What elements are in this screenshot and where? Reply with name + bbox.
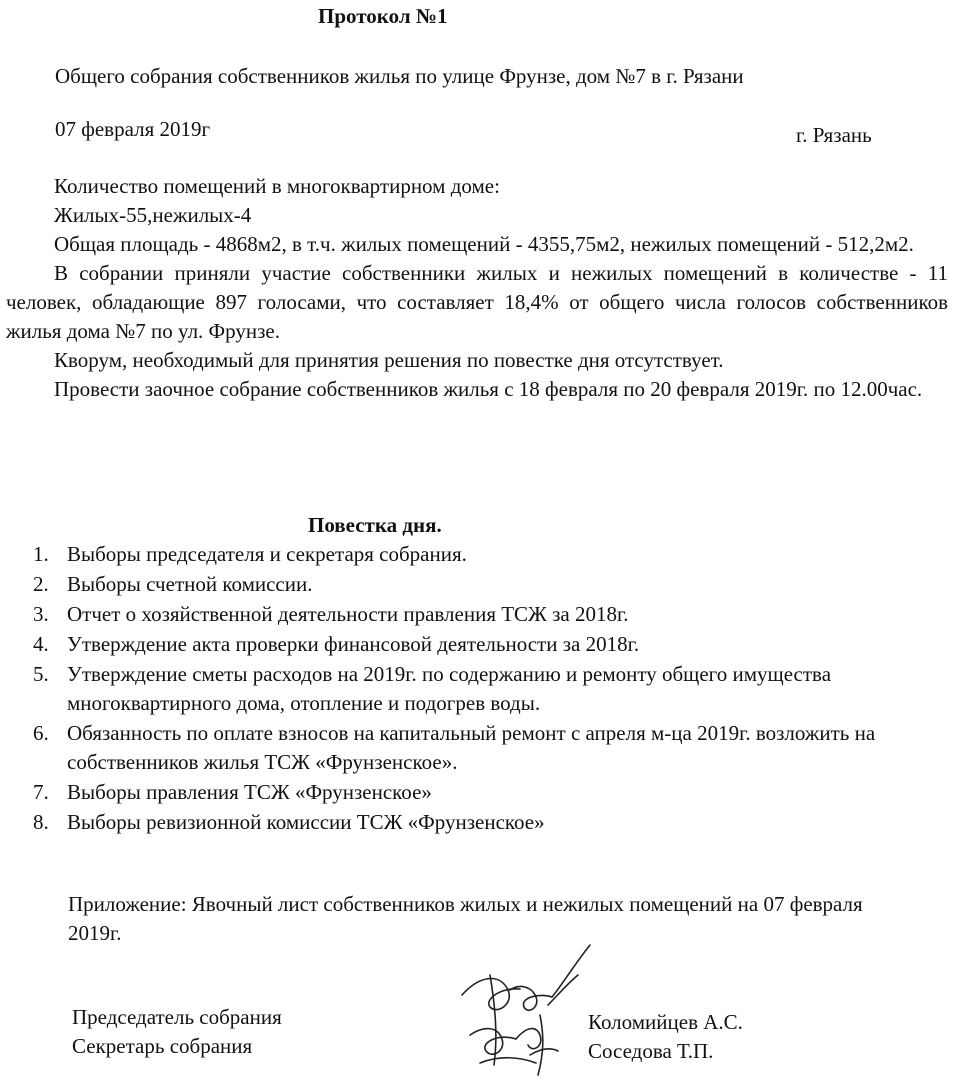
document-body — [6, 172, 948, 404]
agenda-title: Повестка дня. — [308, 513, 442, 537]
agenda-item — [33, 540, 913, 569]
quorum-paragraph: Кворум, необходимый для принятия решения по повестке дня отсутствует. — [54, 348, 724, 372]
document-title: Протокол №1 — [318, 4, 448, 28]
area-paragraph: Общая площадь - 4868м2, в т.ч. жилых помещений - 4355,75м2, нежилых помещений - 512,2м2. — [54, 232, 914, 256]
secretary-role: Секретарь собрания — [72, 1034, 253, 1058]
agenda-item-text: Обязанность по оплате взносов на капитальный ремонт с апреля м-ца 2019г. возложить на собственников жилья ТСЖ «Фрунзенское». — [67, 721, 876, 774]
agenda-item-text: Утверждение акта проверки финансовой деятельности за 2018г. — [67, 632, 640, 656]
agenda-item-number: 2. — [33, 572, 49, 596]
agenda-list — [33, 540, 913, 838]
participants-paragraph: В собрании приняли участие собственники жилых и нежилых помещений в количестве - 11 человек, обладающие 897 голосами, что составляет 18,4% от общего числа голосов собственников жилья дома №7 по ул. Фрунзе. — [6, 261, 948, 343]
agenda-item-number: 5. — [33, 662, 49, 686]
agenda-item-number: 8. — [33, 810, 49, 834]
agenda-item-text: Выборы ревизионной комиссии ТСЖ «Фрунзенское» — [67, 810, 545, 834]
agenda-item — [33, 630, 913, 659]
secretary-name: Соседова Т.П. — [588, 1039, 714, 1063]
agenda-item-text: Выборы председателя и секретаря собрания. — [67, 542, 467, 566]
absentee-paragraph: Провести заочное собрание собственников жилья с 18 февраля по 20 февраля 2019г. по 12.00час. — [54, 377, 923, 401]
agenda-item-text: Утверждение сметы расходов на 2019г. по содержанию и ремонту общего имущества многоквартирного дома, отопление и подогрев воды. — [67, 662, 832, 715]
agenda-item — [33, 808, 913, 837]
agenda-item-number: 7. — [33, 780, 49, 804]
rooms-count: Жилых-55,нежилых-4 — [54, 203, 252, 227]
agenda-item-number: 1. — [33, 542, 49, 566]
chair-role: Председатель собрания — [72, 1005, 282, 1029]
handwritten-signature — [440, 935, 610, 1083]
agenda-item-number: 4. — [33, 632, 49, 656]
agenda-item — [33, 660, 913, 718]
rooms-heading: Количество помещений в многоквартирном доме: — [54, 174, 500, 198]
document-subtitle: Общего собрания собственников жилья по улице Фрунзе, дом №7 в г. Рязани — [55, 64, 744, 88]
agenda-item — [33, 719, 913, 777]
agenda-item-text: Выборы правления ТСЖ «Фрунзенское» — [67, 780, 432, 804]
agenda-item-number: 6. — [33, 721, 49, 745]
agenda-item — [33, 600, 913, 629]
agenda-item-text: Отчет о хозяйственной деятельности правления ТСЖ за 2018г. — [67, 602, 629, 626]
agenda-item-text: Выборы счетной комиссии. — [67, 572, 313, 596]
document-city: г. Рязань — [796, 123, 872, 147]
chair-name: Коломийцев А.С. — [588, 1010, 743, 1034]
agenda-item — [33, 570, 913, 599]
attachment-note: Приложение: Явочный лист собственников жилых и нежилых помещений на 07 февраля 2019г. — [68, 892, 863, 945]
agenda-item-number: 3. — [33, 602, 49, 626]
document-date: 07 февраля 2019г — [55, 117, 211, 141]
agenda-item — [33, 778, 913, 807]
